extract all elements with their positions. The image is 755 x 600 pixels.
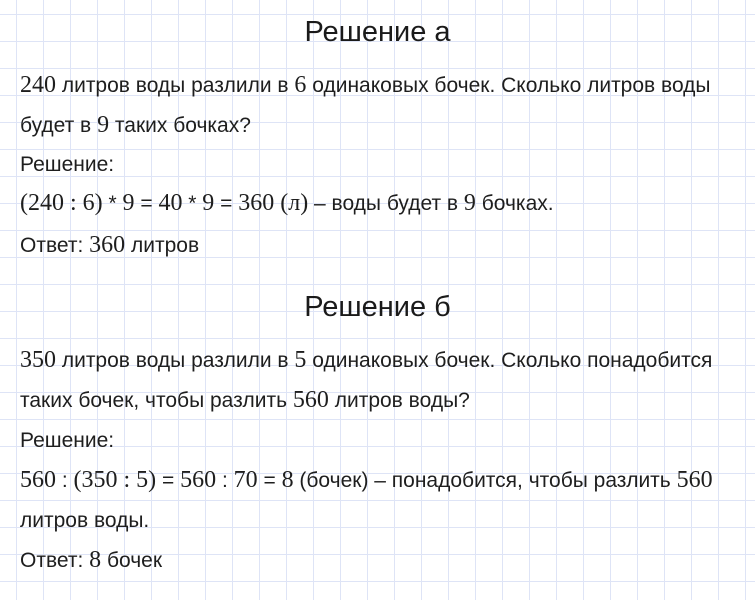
text-segment: Ответ: — [20, 549, 90, 572]
solution-b-equation-line-2 — [20, 510, 755, 531]
text-segment: 9 — [122, 190, 135, 216]
text-segment: 560 — [180, 467, 217, 493]
text-segment: литров воды. — [20, 509, 150, 532]
text-segment: 5 — [294, 347, 307, 373]
problem-b-text-line-1 — [20, 347, 755, 373]
text-segment: 560 — [676, 467, 713, 493]
text-segment: одинаковых бочек. Сколько понадобится — [306, 349, 713, 372]
text-segment: 70 — [233, 467, 258, 493]
text-segment: 9 — [97, 112, 110, 138]
text-segment: будет в — [20, 114, 98, 137]
solution-b-label — [20, 430, 755, 451]
problem-b-text-line-2 — [20, 387, 755, 413]
answer-b-line — [20, 547, 755, 573]
text-segment: таких бочек, чтобы разлить — [20, 389, 293, 412]
text-segment: * — [102, 192, 123, 215]
text-segment: 40 — [158, 190, 183, 216]
text-segment: : — [216, 469, 234, 492]
text-segment: Решение: — [20, 429, 115, 452]
text-segment: одинаковых бочек. Сколько литров воды — [306, 74, 711, 97]
solution-a-label — [20, 154, 755, 175]
text-segment: – воды будет в — [308, 192, 464, 215]
text-segment: таких бочках? — [109, 114, 251, 137]
text-segment: (бочек) – понадобится, чтобы разлить — [293, 469, 677, 492]
text-segment: 8 — [89, 547, 102, 573]
text-segment: * — [182, 192, 203, 215]
text-segment: Ответ: — [20, 234, 90, 257]
text-segment: : — [56, 469, 74, 492]
text-segment: = — [257, 469, 282, 492]
solution-b-title: Решение б — [304, 291, 451, 323]
text-segment: = — [156, 469, 181, 492]
text-segment: литров воды разлили в — [56, 349, 295, 372]
text-segment: литров воды разлили в — [56, 74, 295, 97]
text-segment: (240 : 6) — [20, 190, 103, 216]
text-segment: 8 — [281, 467, 294, 493]
text-segment: (350 : 5) — [73, 467, 157, 493]
text-segment: = — [134, 192, 159, 215]
text-segment: 360 (л) — [238, 190, 309, 216]
text-segment: литров воды? — [328, 389, 470, 412]
problem-a-text-line-1 — [20, 72, 755, 98]
answer-a-line — [20, 232, 755, 258]
text-segment: бочек — [101, 549, 163, 572]
text-segment: 560 — [292, 387, 329, 413]
text-segment: 6 — [294, 72, 307, 98]
solution-a-title: Решение а — [304, 16, 451, 48]
text-segment: бочках. — [475, 192, 554, 215]
text-segment: 9 — [463, 190, 476, 216]
text-segment: литров — [125, 234, 200, 257]
text-segment: 9 — [202, 190, 215, 216]
text-segment: 240 — [20, 72, 56, 98]
text-segment: 560 — [20, 467, 56, 493]
text-segment: = — [214, 192, 239, 215]
problem-a-text-line-2 — [20, 112, 755, 138]
text-segment: 350 — [20, 347, 56, 373]
solution-b-equation-line-1 — [20, 467, 755, 493]
text-segment: 360 — [89, 232, 126, 258]
solution-a-equation — [20, 190, 755, 216]
text-segment: Решение: — [20, 153, 115, 176]
